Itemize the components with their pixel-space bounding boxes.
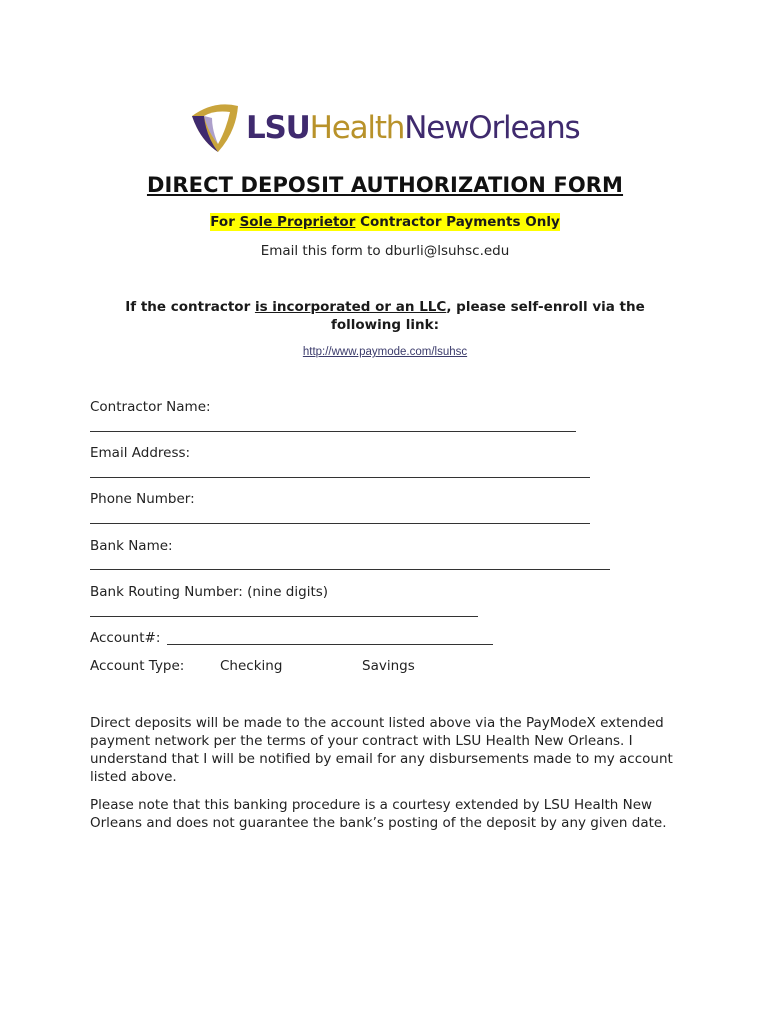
account-type-checking[interactable]: Checking	[220, 658, 283, 674]
email-instruction: Email this form to dburli@lsuhsc.edu	[260, 243, 510, 259]
account-number-label: Account#:	[90, 630, 161, 646]
account-type-row	[90, 658, 415, 674]
account-type-label: Account Type:	[90, 658, 185, 674]
llc-suffix: , please self-enroll via the following link:	[331, 299, 645, 333]
contractor-name-field[interactable]	[90, 430, 576, 432]
subtitle-prefix: For	[210, 214, 240, 230]
authorization-paragraph: Direct deposits will be made to the account listed above via the PayModeX extended payment network per the terms of your contract with LSU Health New Orleans. I understand that I will be notified by email for any disbursements made to my account listed above.	[90, 715, 673, 785]
lsu-health-logo	[186, 100, 586, 156]
subtitle-sole-proprietor: Sole Proprietor	[239, 214, 356, 230]
phone-number-label: Phone Number:	[90, 491, 195, 507]
routing-number-label: Bank Routing Number: (nine digits)	[90, 584, 329, 600]
subtitle-highlight	[210, 213, 560, 231]
logo-health-text: Health	[309, 109, 405, 146]
routing-number-field[interactable]	[90, 615, 478, 617]
page-title: DIRECT DEPOSIT AUTHORIZATION FORM	[146, 173, 624, 197]
phone-number-field[interactable]	[90, 522, 590, 524]
bank-name-label: Bank Name:	[90, 538, 173, 554]
paymode-link[interactable]: http://www.paymode.com/lsuhsc	[302, 346, 468, 358]
subtitle-suffix: Contractor Payments Only	[355, 214, 560, 230]
llc-notice	[110, 298, 660, 334]
contractor-name-label: Contractor Name:	[90, 399, 211, 415]
shield-logo-icon	[186, 100, 242, 156]
email-address-label: Email Address:	[90, 445, 191, 461]
bank-name-field[interactable]	[90, 568, 610, 570]
account-number-field[interactable]	[167, 643, 493, 645]
llc-prefix: If the contractor	[125, 299, 255, 315]
subtitle	[0, 214, 770, 230]
disclaimer-paragraph: Please note that this banking procedure is a courtesy extended by LSU Health New Orleans and does not guarantee the bank’s posting of the deposit by any given date.	[90, 797, 667, 831]
email-address-field[interactable]	[90, 476, 590, 478]
logo-lsu-text: LSU	[246, 109, 310, 146]
account-type-savings[interactable]: Savings	[362, 658, 415, 674]
llc-underlined: is incorporated or an LLC	[254, 299, 447, 315]
logo-neworleans-text: NewOrleans	[404, 109, 580, 146]
